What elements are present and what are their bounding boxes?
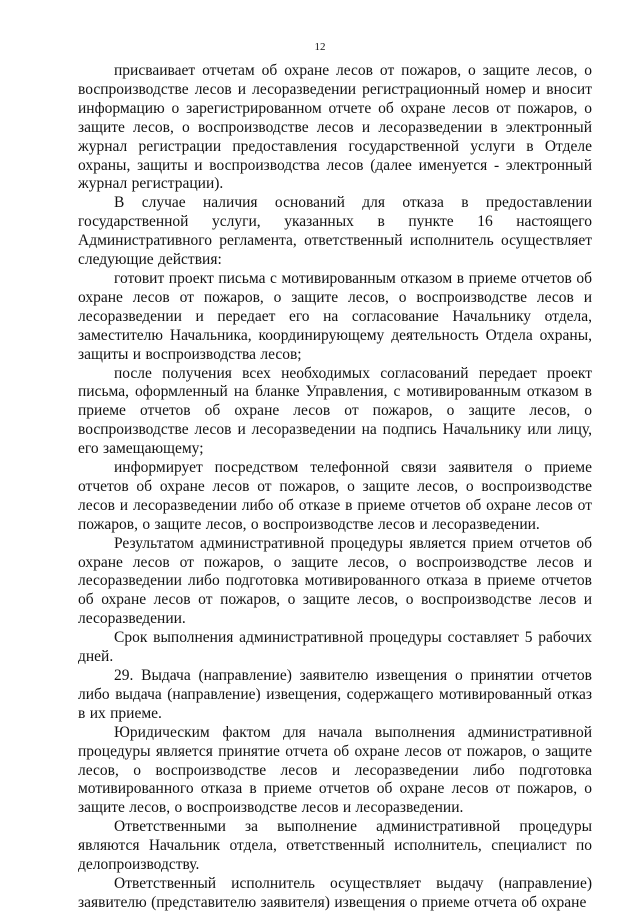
paragraph-phone-notification: информирует посредством телефонной связи заявителя о приеме отчетов об охране лесов от пожаров, о защите лесов, о воспроизводстве лесов и лесоразведении либо об отказе в приеме отчетов об охране лесов от пожаров, о защите лесов, о воспроизводстве лесов и лесоразведении. xyxy=(78,459,592,533)
paragraph-registration-continuation: присваивает отчетам об охране лесов от пожаров, о защите лесов, о воспроизводстве лесов и лесоразведении регистрационный номер и вносит информацию о зарегистрированном отчете об охране лесов от пожаров, о защите лесов, о воспроизводстве лесов и лесоразведении в электронный журнал регистрации предоставления государственной услуги в Отделе охраны, защиты и воспроизводства лесов (далее именуется - электронный журнал регистрации). xyxy=(78,62,592,193)
paragraph-refusal-grounds: В случае наличия оснований для отказа в предоставлении государственной услуги, указанных в пункте 16 настоящего Административного регламента, ответственный исполнитель осуществляет следующие действия: xyxy=(78,194,592,269)
paragraph-legal-fact: Юридическим фактом для начала выполнения административной процедуры является принятие отчета об охране лесов от пожаров, о защите лесов, о воспроизводстве лесов и лесоразведении либо подготовка мотивированного отказа в приеме отчетов об охране лесов от пожаров, о защите лесов, о воспроизводстве лесов и лесоразведении. xyxy=(78,723,592,817)
paragraph-issuance: Ответственный исполнитель осуществляет выдачу (направление) заявителю (представителю заявителя) извещения о приеме отчета об охране xyxy=(78,874,592,911)
paragraph-submit-for-signature: после получения всех необходимых согласований передает проект письма, оформленный на бланке Управления, с мотивированным отказом в приеме отчетов об охране лесов от пожаров, о защите лесов, о воспроизводстве лесов и лесоразведении на подпись Начальнику или лицу, его замещающему; xyxy=(78,364,592,458)
paragraph-procedure-result: Результатом административной процедуры является прием отчетов об охране лесов от пожаров, о защите лесов, о воспроизводстве лесов и лесоразведении либо подготовка мотивированного отказа в приеме отчетов об охране лесов от пожаров, о защите лесов, о воспроизводстве лесов и лесоразведении. xyxy=(78,534,592,628)
document-body xyxy=(78,62,592,913)
paragraph-prepare-refusal-letter: готовит проект письма с мотивированным отказом в приеме отчетов об охране лесов от пожаров, о защите лесов, о воспроизводстве лесов и лесоразведении и передает его на согласование Начальнику отдела, заместителю Начальника, координирующему деятельность Отдела охраны, защиты и воспроизводства лесов; xyxy=(78,269,592,363)
paragraph-responsible-persons: Ответственными за выполнение административной процедуры являются Начальник отдела, ответственный исполнитель, специалист по делопроизводству. xyxy=(78,818,592,874)
paragraph-procedure-deadline: Срок выполнения административной процедуры составляет 5 рабочих дней. xyxy=(78,629,592,666)
paragraph-item-29: 29. Выдача (направление) заявителю извещения о принятии отчетов либо выдача (направление) извещения, содержащего мотивированный отказ в их приеме. xyxy=(78,667,592,722)
page-number: 12 xyxy=(314,41,326,53)
